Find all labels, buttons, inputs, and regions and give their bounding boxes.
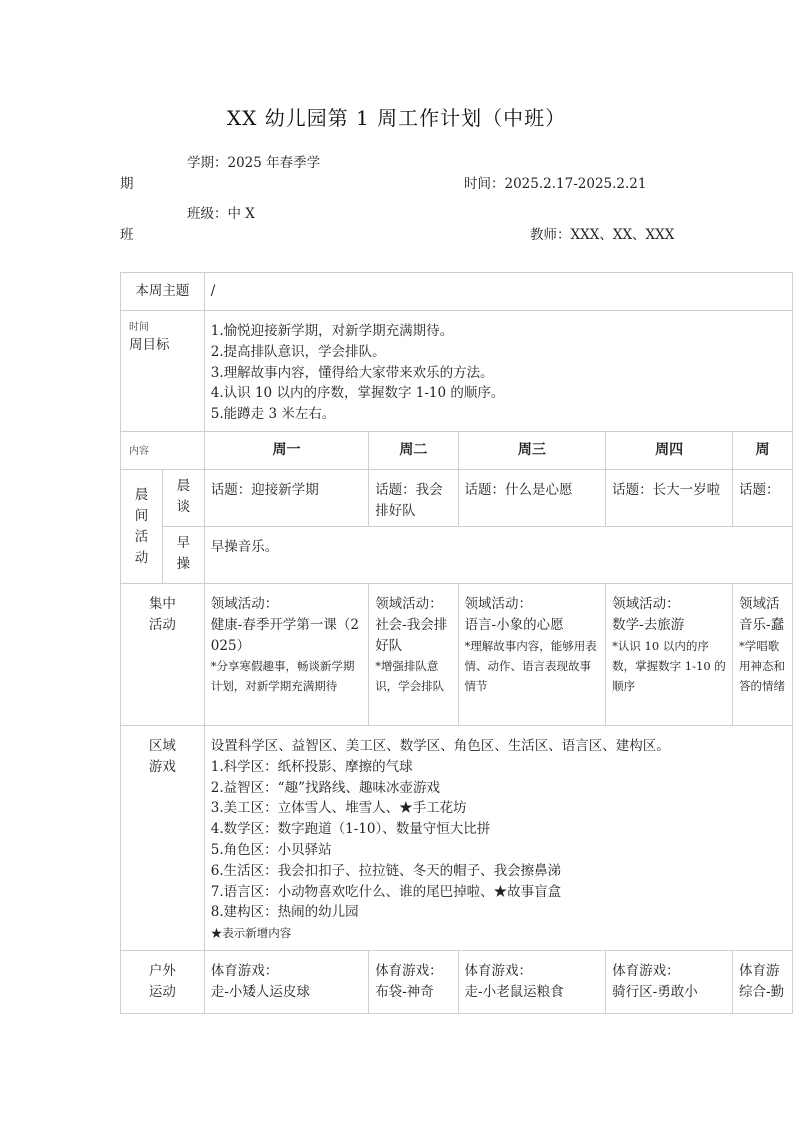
area-games-list [204, 726, 792, 951]
activity-head: 领域活 [739, 596, 780, 612]
outdoor-tue [369, 951, 458, 1014]
activity-title: 语言-小象的心愿 [464, 616, 564, 633]
activity-note: *增强排队意识，学会排队 [375, 659, 445, 694]
morning-talk-label: 晨谈 [162, 470, 204, 527]
talk-thu: 话题：长大一岁啦 [606, 470, 733, 527]
theme-label: 本周主题 [121, 273, 205, 311]
goal-item: 2.提高排队意识，学会排队。 [210, 343, 386, 360]
area-line: 4.数学区：数字跑道（1-10）、数量守恒大比拼 [210, 821, 491, 838]
activity-note: *认识 10 以内的序数，掌握数字 1-10 的顺序 [612, 638, 726, 693]
morning-exercise: 早操音乐。 [204, 527, 792, 584]
activity-note: *理解故事内容，能够用表情、动作、语言表现故事情节 [464, 638, 597, 693]
outdoor-title: 走-小矮人运皮球 [210, 983, 310, 1000]
outdoor-fri [733, 951, 793, 1014]
outdoor-thu [606, 951, 733, 1014]
outdoor-label: 户外运动 [121, 951, 205, 1014]
group-activity-thu [606, 584, 733, 726]
area-line: 5.角色区：小贝驿站 [210, 841, 332, 858]
goals-label-cell [121, 311, 205, 432]
activity-head: 领域活动： [464, 596, 533, 612]
content-header [121, 432, 205, 470]
activity-title: 数学-去旅游 [612, 616, 685, 633]
group-activity-wed [458, 584, 606, 726]
activity-head: 领域活动： [210, 596, 279, 612]
area-line: 设置科学区、益智区、美工区、数学区、角色区、生活区、语言区、建构区。 [210, 738, 670, 754]
day-header-thu: 周四 [606, 432, 733, 470]
area-footnote: ★表示新增内容 [210, 926, 292, 941]
outdoor-head: 体育游 [739, 963, 780, 979]
area-line: 6.生活区：我会扣扣子、拉拉链、冬天的帽子、我会擦鼻涕 [210, 862, 562, 879]
outdoor-title: 布袋-神奇 [375, 983, 434, 1000]
area-line: 7.语言区：小动物喜欢吃什么、谁的尾巴掉啦、★故事盲盒 [210, 883, 562, 900]
activity-note: *学唱歌用神态和答的情绪 [739, 638, 786, 693]
weekly-plan-table [120, 272, 793, 1014]
goal-item: 3.理解故事内容，懂得给大家带来欢乐的方法。 [210, 364, 494, 381]
morning-exercise-label: 早操 [162, 527, 204, 584]
semester-label: 学期：2025 年春季学 [187, 155, 321, 171]
page-title: XX 幼儿园第 1 周工作计划（中班） [226, 106, 567, 130]
outdoor-title: 骑行区-勇敢小 [612, 983, 698, 1000]
day-header-tue: 周二 [369, 432, 458, 470]
theme-value: / [204, 273, 792, 311]
day-header-fri: 周 [733, 432, 793, 470]
outdoor-head: 体育游戏： [375, 963, 443, 979]
activity-title: 社会-我会排好队 [375, 616, 448, 654]
teacher-label: 教师：XXX、XX、XXX [530, 227, 675, 243]
morning-group-label: 晨间活动 [121, 470, 163, 584]
semester-label-tail: 期 [120, 176, 134, 192]
talk-tue: 话题：我会排好队 [369, 470, 458, 527]
outdoor-head: 体育游戏： [210, 963, 279, 979]
goals-small-label: 时间 [129, 322, 149, 333]
group-activity-mon [204, 584, 368, 726]
day-header-mon: 周一 [204, 432, 368, 470]
day-header-wed: 周三 [458, 432, 606, 470]
class-label: 班级：中 X [187, 206, 255, 222]
outdoor-head: 体育游戏： [612, 963, 680, 979]
activity-title: 健康-春季开学第一课（2025） [210, 616, 359, 654]
activity-head: 领域活动： [612, 596, 680, 612]
activity-head: 领域活动： [375, 596, 443, 612]
talk-wed: 话题：什么是心愿 [458, 470, 606, 527]
goals-label: 周目标 [129, 337, 170, 353]
talk-mon: 话题：迎接新学期 [204, 470, 368, 527]
outdoor-wed [458, 951, 606, 1014]
goals-list [204, 311, 792, 432]
area-line: 2.益智区：“趣”找路线、趣味冰壶游戏 [210, 779, 440, 796]
area-line: 3.美工区：立体雪人、堆雪人、★手工花坊 [210, 800, 467, 817]
activity-title: 音乐-蠢 [739, 616, 785, 633]
goal-item: 1.愉悦迎接新学期，对新学期充满期待。 [210, 323, 454, 339]
group-activity-tue [369, 584, 458, 726]
group-activity-fri [733, 584, 793, 726]
outdoor-title: 走-小老鼠运粮食 [464, 983, 564, 1000]
activity-note: *分享寒假趣事，畅谈新学期计划，对新学期充满期待 [210, 659, 355, 694]
area-games-label: 区域游戏 [121, 726, 205, 951]
outdoor-title: 综合-勤 [739, 983, 785, 1000]
group-activity-label: 集中活动 [121, 584, 205, 726]
outdoor-mon [204, 951, 368, 1014]
time-label: 时间：2025.2.17-2025.2.21 [464, 176, 647, 192]
content-label: 内容 [129, 446, 149, 458]
goal-item: 5.能蹲走 3 米左右。 [210, 406, 336, 423]
outdoor-head: 体育游戏： [464, 963, 533, 979]
talk-fri: 话题： [733, 470, 793, 527]
area-line: 8.建构区：热闹的幼儿园 [210, 904, 359, 921]
class-label-tail: 班 [120, 227, 134, 243]
area-line: 1.科学区：纸杯投影、摩擦的气球 [210, 758, 413, 775]
goal-item: 4.认识 10 以内的序数，掌握数字 1-10 的顺序。 [210, 385, 505, 402]
